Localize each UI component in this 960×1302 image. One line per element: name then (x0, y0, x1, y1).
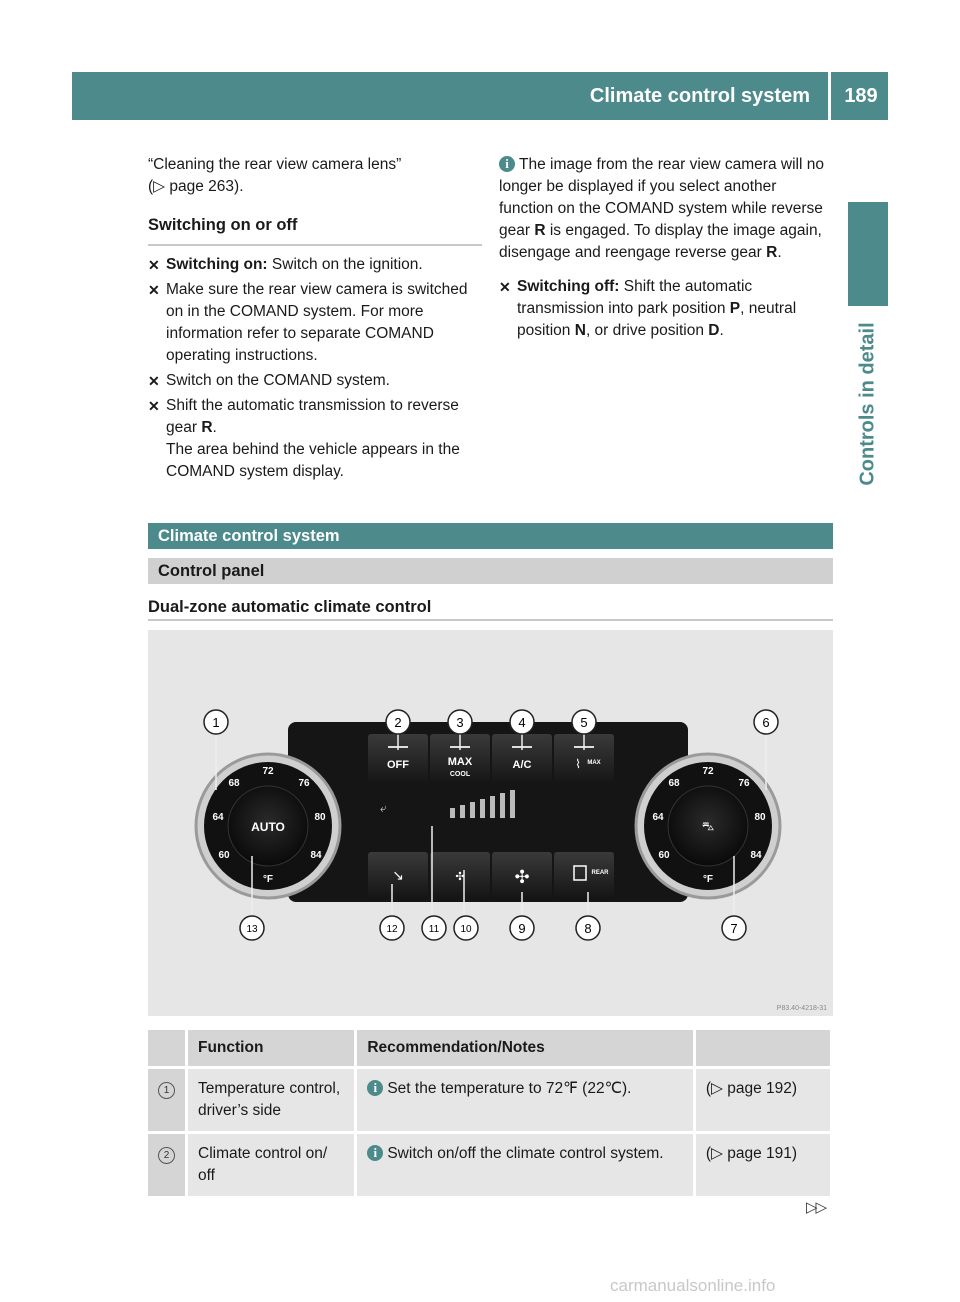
r-tick-60: 60 (658, 850, 670, 861)
bullet4-bold: R (201, 419, 213, 436)
off-text-c: , neutral position (517, 300, 797, 339)
right-temperature-dial[interactable] (636, 754, 780, 898)
svg-text:1: 1 (212, 715, 220, 730)
ac-label: A/C (512, 759, 532, 771)
off-label: OFF (387, 759, 409, 771)
section-title: Climate control system (158, 527, 340, 545)
side-tab (848, 316, 888, 492)
row-note-text: Switch on/off the climate control system. (387, 1145, 664, 1162)
tick-80: 80 (314, 812, 326, 823)
max-label: MAX (447, 756, 473, 768)
figure-heading: Dual-zone automatic climate control (148, 598, 432, 616)
side-tab-block (848, 202, 888, 306)
bullet1-text: Switch on the ignition. (267, 256, 423, 273)
bullet-reverse-gear (148, 395, 482, 483)
row-num (148, 1066, 188, 1131)
callout-3 (448, 710, 472, 734)
bullet4-text3: The area behind the vehicle appears in the COMAND system display. (166, 441, 460, 480)
row-ref: (▷ page 191) (696, 1131, 833, 1196)
info-icon: i (367, 1080, 383, 1096)
info-note (499, 154, 835, 264)
svg-text:8: 8 (584, 921, 592, 936)
svg-text:2: 2 (394, 715, 402, 730)
bullet-marker: ✕ (148, 282, 160, 298)
continued-marker: ▷▷ (806, 1199, 826, 1216)
max-small-label: MAX (587, 760, 601, 766)
header-notes: Recommendation/Notes (357, 1030, 696, 1066)
callout-9 (510, 916, 534, 940)
r-tick-72: 72 (702, 766, 714, 777)
r-tick-76: 76 (738, 778, 750, 789)
climate-panel-figure (148, 630, 833, 1016)
svg-text:3: 3 (456, 715, 464, 730)
tick-84: 84 (310, 850, 322, 861)
svg-text:13: 13 (246, 924, 258, 935)
bullet-switching-on (148, 254, 482, 276)
row-num (148, 1131, 188, 1196)
bullet-switching-off (499, 276, 835, 342)
cool-label: COOL (449, 771, 471, 778)
fan-large-icon: ✣ (514, 867, 530, 888)
row-note-text: Set the temperature to 72‎℉ (22℃). (387, 1080, 632, 1097)
off-text-e: , or drive position (585, 322, 709, 339)
bullet3-text: Switch on the COMAND system. (166, 372, 390, 389)
info-text-c: is engaged. To display the image again, disengage and reengage reverse gear (499, 222, 822, 261)
figure-heading-wrap (148, 596, 833, 618)
svg-text:6: 6 (762, 715, 770, 730)
header-ref (696, 1030, 833, 1066)
callout-12 (380, 916, 404, 940)
car-icon: ⛍ (701, 819, 715, 833)
tick-60: 60 (218, 850, 230, 861)
bullet2-text: Make sure the rear view camera is switched on in the COMAND system. For more information refer to separate COMAND operating instructions. (166, 281, 468, 364)
page-header (72, 72, 888, 120)
intro-line-1: “Cleaning the rear view camera lens” (148, 156, 402, 173)
svg-text:4: 4 (518, 715, 526, 730)
svg-text:7: 7 (730, 921, 738, 936)
callout-7 (722, 916, 746, 940)
section-band (148, 523, 833, 549)
subsection-title: Control panel (158, 562, 265, 580)
svg-text:11: 11 (428, 924, 440, 935)
off-gear-p: P (729, 300, 741, 317)
off-gear-n: N (574, 322, 586, 339)
subheading-rule (148, 244, 482, 246)
left-temperature-dial[interactable] (196, 754, 340, 898)
right-column (499, 154, 835, 342)
off-text-a: Shift the automatic transmission into park position (517, 278, 753, 317)
svg-text:5: 5 (580, 715, 588, 730)
bullet-comand-check (148, 279, 482, 367)
callout-11 (422, 916, 446, 940)
watermark: carmanualsonline.info (610, 1276, 776, 1295)
air-distribution-icon: ⤶ (380, 801, 387, 815)
tick-72: 72 (262, 766, 274, 777)
svg-text:10: 10 (460, 924, 472, 935)
callout-6 (754, 710, 778, 734)
left-column (148, 154, 482, 236)
right-unit-label: °F (702, 874, 714, 885)
r-tick-84: 84 (750, 850, 762, 861)
rear-label: REAR (591, 870, 609, 876)
table-row (148, 1066, 833, 1131)
callout-13 (240, 916, 264, 940)
bullet-marker: ✕ (148, 257, 160, 273)
info-icon: i (367, 1145, 383, 1161)
left-bullets (148, 254, 482, 483)
callout-2 (386, 710, 410, 734)
info-gear-r-2: R (766, 244, 778, 261)
page-number: 189 (844, 85, 878, 107)
off-bold: Switching off: (517, 278, 620, 295)
r-tick-80: 80 (754, 812, 766, 823)
svg-text:12: 12 (386, 924, 398, 935)
figure-code: P83.40-4218-31 (776, 1005, 827, 1012)
callout-4 (510, 710, 534, 734)
info-text-e: . (777, 244, 782, 261)
bullet-marker: ✕ (148, 373, 160, 389)
row-ref: (▷ page 192) (696, 1066, 833, 1131)
left-unit-label: °F (262, 874, 274, 885)
callout-number: 1 (158, 1082, 175, 1099)
tick-76: 76 (298, 778, 310, 789)
header-function: Function (188, 1030, 357, 1066)
callout-10 (454, 916, 478, 940)
intro-line-2: (▷ page 263). (148, 178, 244, 195)
tick-64: 64 (212, 812, 224, 823)
header-num (148, 1030, 188, 1066)
air-flow-icon: ↘ (392, 868, 404, 884)
off-text-g: . (719, 322, 724, 339)
subsection-band (148, 558, 833, 584)
row-note (357, 1131, 696, 1196)
info-gear-r: R (534, 222, 546, 239)
bullet1-bold: Switching on: (166, 256, 268, 273)
bullet-switch-comand (148, 370, 482, 392)
info-icon: i (499, 156, 515, 172)
fan-small-icon: ✣ (455, 870, 465, 883)
table-row (148, 1131, 833, 1196)
info-text-a: The image from the rear view camera will no longer be displayed if you select another function on the COMAND system while reverse gear (499, 156, 824, 239)
callout-5 (572, 710, 596, 734)
r-tick-64: 64 (652, 812, 664, 823)
callout-number: 2 (158, 1147, 175, 1164)
header-divider (828, 72, 831, 120)
svg-text:9: 9 (518, 921, 526, 936)
bullet4-text1: Shift the automatic transmission to reverse gear (166, 397, 459, 436)
function-table (148, 1030, 833, 1196)
off-gear-d: D (708, 322, 720, 339)
bullet-marker: ✕ (148, 398, 160, 414)
callout-8 (576, 916, 600, 940)
figure-heading-rule (148, 619, 833, 621)
auto-label: AUTO (251, 820, 285, 834)
row-function: Temperature control, driver’s side (188, 1066, 357, 1131)
table-header-row (148, 1030, 833, 1066)
r-tick-68: 68 (668, 778, 680, 789)
header-section-title: Climate control system (589, 85, 810, 107)
bullet-marker: ✕ (499, 279, 511, 295)
callout-1 (204, 710, 228, 734)
subheading-switching: Switching on or off (148, 216, 298, 234)
climate-panel-illustration (148, 630, 833, 1016)
row-function: Climate control on/ off (188, 1131, 357, 1196)
bullet4-text2: . (212, 419, 217, 436)
tick-68: 68 (228, 778, 240, 789)
side-tab-label: Controls in detail (856, 322, 879, 486)
defrost-icon: ⌇ (575, 757, 581, 771)
row-note (357, 1066, 696, 1131)
